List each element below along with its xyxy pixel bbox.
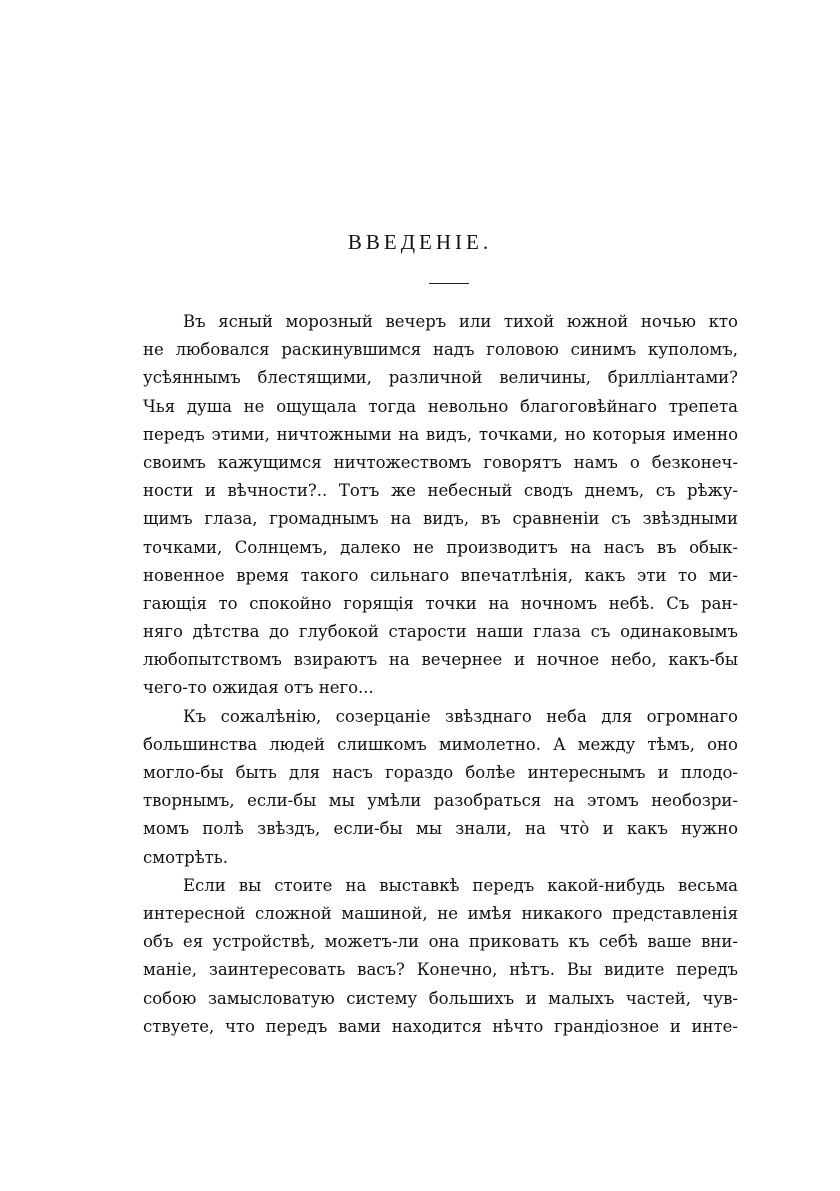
text-line: собою замысловатую систему большихъ и малыхъ частей, чув- xyxy=(143,988,738,1008)
body-text xyxy=(143,308,738,1041)
text-line: передъ этими, ничтожными на видъ, точками, но которыя именно xyxy=(143,424,738,444)
text-line: интересной сложной машиной, не имѣя никакого представленія xyxy=(143,903,738,923)
text-line: смотрѣть. xyxy=(143,847,229,867)
text-line: Къ сожалѣнію, созерцаніе звѣзднаго неба для огромнаго xyxy=(183,706,738,726)
text-line: гающія то спокойно горящія точки на ночномъ небѣ. Съ ран- xyxy=(143,593,738,613)
text-line: чего-то ожидая отъ него... xyxy=(143,678,374,698)
chapter-heading: ВВЕДЕНІЕ. xyxy=(347,230,493,254)
text-line: Въ ясный морозный вечеръ или тихой южной ночью кто xyxy=(183,312,738,331)
text-line: ности и вѣчности?.. Тотъ же небесный сводъ днемъ, съ рѣжу- xyxy=(143,481,738,501)
text-line: своимъ кажущимся ничтожествомъ говорятъ намъ о безконеч- xyxy=(143,452,738,472)
text-line: момъ полѣ звѣздъ, если-бы мы знали, на что̀ и какъ нужно xyxy=(143,819,738,839)
text-line: Если вы стоите на выставкѣ передъ какой-нибудь весьма xyxy=(183,875,738,895)
text-line: усѣяннымъ блестящими, различной величины, брилліантами? xyxy=(143,368,738,388)
text-line: щимъ глаза, громаднымъ на видъ, въ сравненіи съ звѣздными xyxy=(143,509,738,529)
text-line: любопытствомъ взираютъ на вечернее и ночное небо, какъ-бы xyxy=(143,650,738,670)
text-line: Чья душа не ощущала тогда невольно благоговѣйнаго трепета xyxy=(143,396,738,416)
text-line: творнымъ, если-бы мы умѣли разобраться на этомъ необозри- xyxy=(143,791,738,811)
text-line: няго дѣтства до глубокой старости наши глаза съ одинаковымъ xyxy=(143,622,738,642)
heading-rule xyxy=(429,283,469,284)
text-line: маніе, заинтересовать васъ? Конечно, нѣтъ. Вы видите передъ xyxy=(143,960,738,980)
text-line: могло-бы быть для насъ гораздо болѣе интереснымъ и плодо- xyxy=(143,763,738,782)
text-line: новенное время такого сильнаго впечатлѣнія, какъ эти то ми- xyxy=(143,565,738,585)
text-line: точками, Солнцемъ, далеко не производитъ на насъ въ обык- xyxy=(143,537,738,557)
text-line: большинства людей слишкомъ мимолетно. А между тѣмъ, оно xyxy=(143,734,738,754)
text-line: ствуете, что передъ вами находится нѣчто грандіозное и инте- xyxy=(143,1016,738,1036)
text-line: не любовался раскинувшимся надъ головою синимъ куполомъ, xyxy=(143,340,738,360)
text-line: объ ея устройствѣ, можетъ-ли она приковать къ себѣ ваше вни- xyxy=(143,932,738,952)
